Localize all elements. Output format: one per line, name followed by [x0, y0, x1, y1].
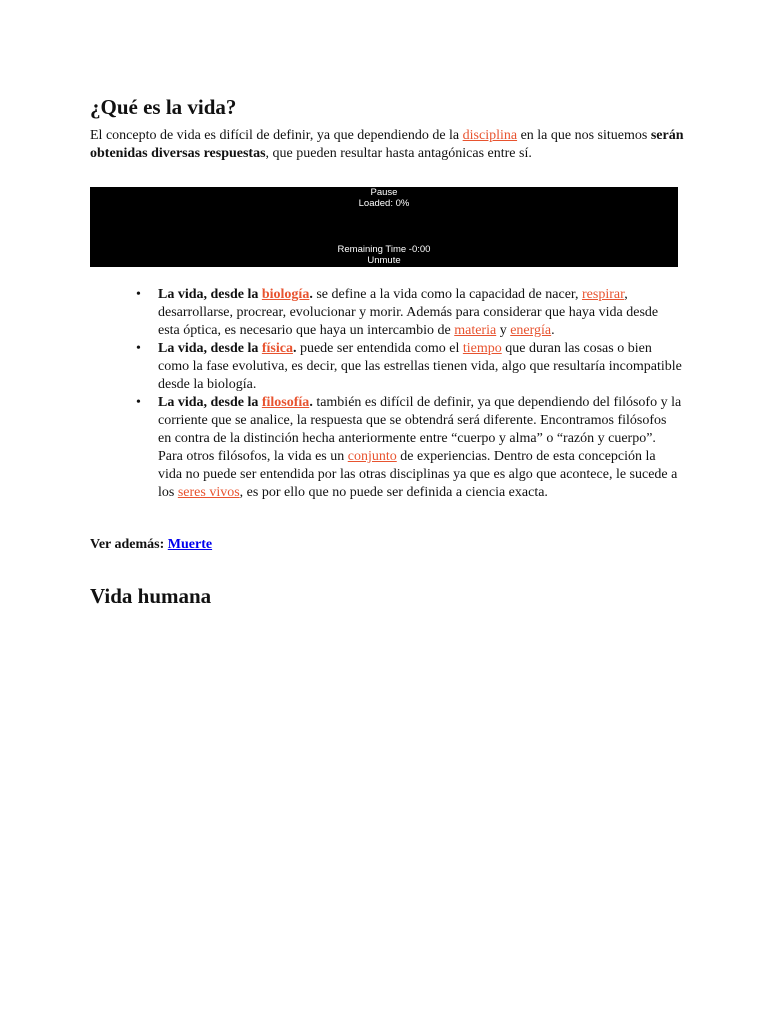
link-energia[interactable]: energía: [510, 323, 552, 338]
item-text: que duran las cosas o bien como la fase evolutiva, es decir, que las estrellas tienen vida, algo que resultaría incompatible desde la biología.: [158, 341, 682, 392]
bullet-icon: •: [136, 395, 141, 410]
link-disciplina[interactable]: disciplina: [462, 128, 518, 143]
item-bold-prefix: La vida, desde la: [158, 341, 262, 356]
bullet-icon: •: [136, 287, 141, 302]
see-also-label: Ver además:: [90, 537, 168, 552]
bullet-icon: •: [136, 341, 141, 356]
item-text: , desarrollarse, procrear, evolucionar y morir. Además para considerar que haya vida desde esta óptica, es necesario que haya un intercambio de: [158, 287, 659, 338]
see-also: [90, 536, 212, 554]
item-bold-dot: .: [309, 395, 313, 410]
intro-text: El concepto de vida es difícil de definir, ya que dependiendo de la: [90, 128, 463, 143]
section-heading: Vida humana: [90, 584, 212, 608]
item-text: , es por ello que no puede ser definida a ciencia exacta.: [239, 485, 548, 500]
item-text: también es difícil de definir, ya que dependiendo del filósofo y la corriente que se analice, la respuesta que se obtendrá será diferente. Encontramos filósofos en contra de la distinción hecha anteriormente entre “cuerpo y alma” o “razón y cuerpo”. Para otros filósofos, la vida es un: [158, 395, 682, 464]
link-fisica[interactable]: física: [261, 341, 293, 356]
loaded-status: Loaded: 0%: [358, 198, 410, 209]
link-filosofia[interactable]: filosofía: [261, 395, 310, 410]
item-text: de experiencias. Dentro de esta concepción la vida no puede ser entendida por las otras disciplinas ya que es algo que acontece, le sucede a los: [158, 449, 678, 500]
link-respirar[interactable]: respirar: [582, 287, 625, 302]
intro-text: , que pueden resultar hasta antagónicas entre sí.: [265, 146, 532, 161]
link-materia[interactable]: materia: [454, 323, 497, 338]
item-text: .: [551, 323, 555, 338]
item-bold-prefix: La vida, desde la: [158, 287, 262, 302]
item-text: y: [496, 323, 511, 338]
link-conjunto[interactable]: conjunto: [347, 449, 397, 464]
intro-paragraph: [90, 127, 685, 163]
pause-button[interactable]: Pause: [370, 187, 398, 198]
list-item-biologia: [136, 286, 682, 340]
page-title: ¿Qué es la vida?: [90, 95, 237, 119]
topics-list: [136, 286, 682, 502]
intro-text: en la que nos situemos: [517, 128, 651, 143]
intro-bold-text: serán obtenidas diversas respuestas: [90, 128, 684, 161]
link-biologia[interactable]: biología: [261, 287, 310, 302]
list-item-filosofia: [136, 394, 682, 502]
list-item-fisica: [136, 340, 682, 394]
item-text: se define a la vida como la capacidad de nacer,: [312, 287, 583, 302]
link-muerte[interactable]: Muerte: [167, 537, 213, 552]
item-bold-dot: .: [309, 287, 313, 302]
remaining-time: Remaining Time -0:00: [337, 244, 431, 255]
link-seres-vivos[interactable]: seres vivos: [177, 485, 240, 500]
unmute-button[interactable]: Unmute: [367, 255, 401, 266]
item-bold-prefix: La vida, desde la: [158, 395, 262, 410]
link-tiempo[interactable]: tiempo: [462, 341, 502, 356]
item-bold-dot: .: [292, 341, 297, 356]
item-text: puede ser entendida como el: [296, 341, 463, 356]
media-player[interactable]: [90, 187, 678, 267]
